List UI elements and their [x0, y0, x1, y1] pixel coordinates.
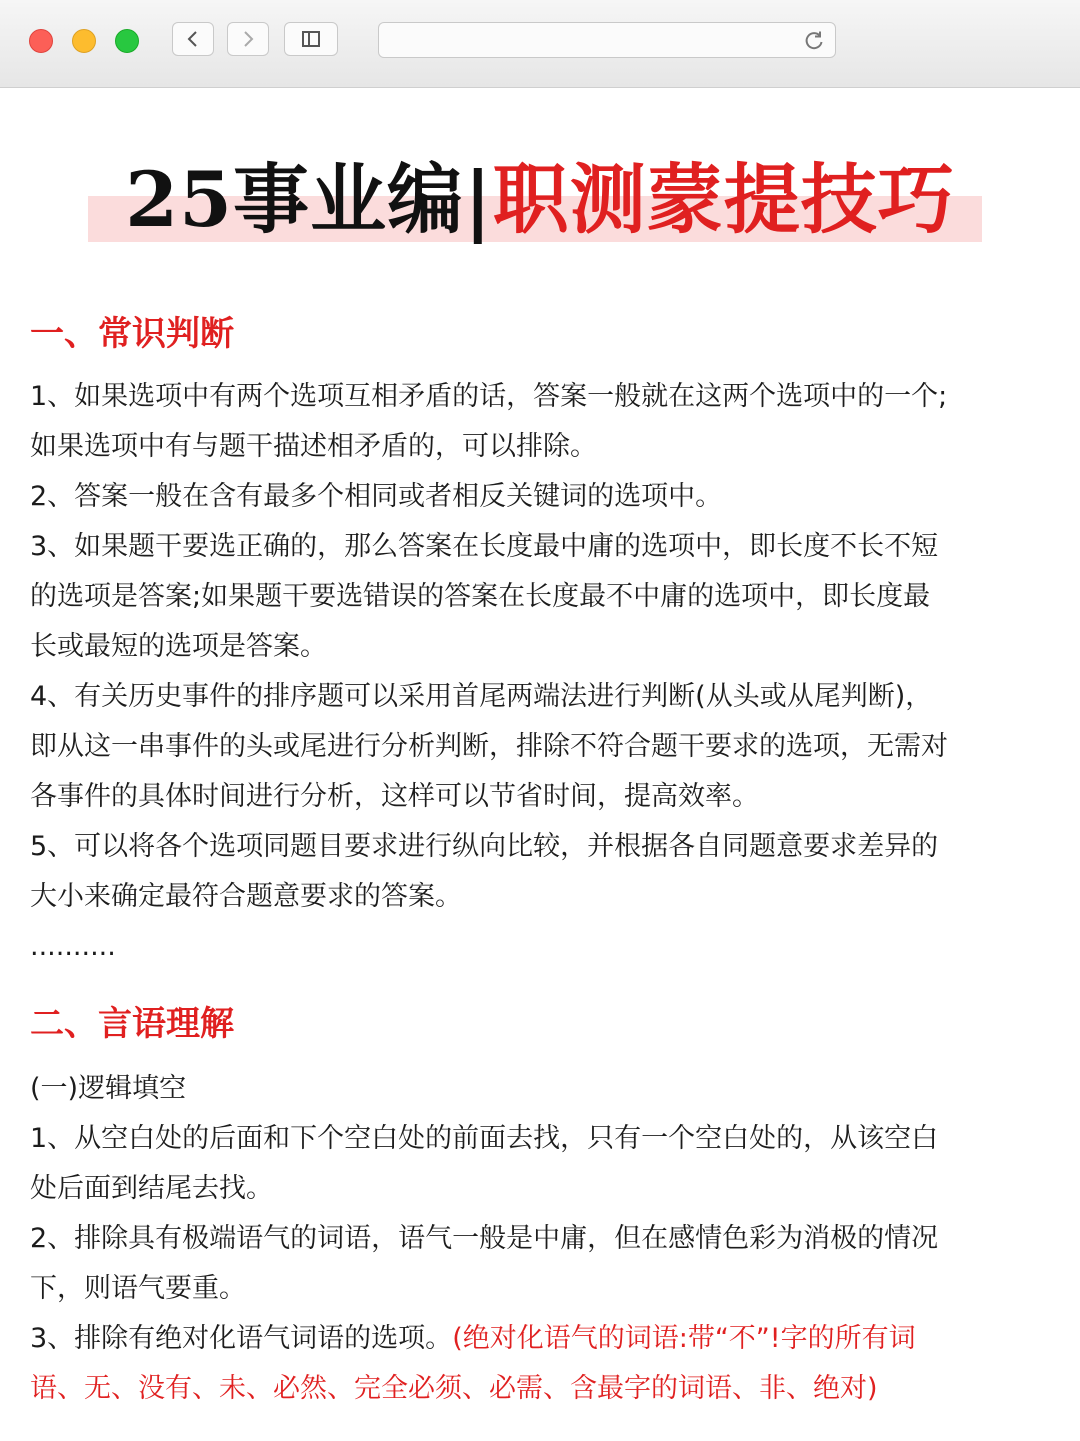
text-line: 即从这一串事件的头或尾进行分析判断，排除不符合题干要求的选项，无需对 [30, 731, 948, 762]
chevron-left-icon [186, 30, 200, 48]
minimize-window-button[interactable] [72, 29, 96, 53]
text-line: 处后面到结尾去找。 [30, 1173, 273, 1204]
sidebar-toggle-button[interactable] [284, 22, 338, 56]
text-line: 2、排除具有极端语气的词语，语气一般是中庸，但在感情色彩为消极的情况 [30, 1223, 939, 1254]
text-segment: 3、排除有绝对化语气词语的选项。 [30, 1323, 453, 1354]
text-line: 下，则语气要重。 [30, 1273, 246, 1304]
page-title-block [0, 150, 1080, 250]
back-button[interactable] [172, 22, 214, 56]
section-heading-verbal: 二、言语理解 [30, 1004, 234, 1044]
title-separator: | [464, 155, 493, 244]
highlighted-text-line: 语、无、没有、未、必然、完全必须、必需、含最字的词语、非、绝对) [30, 1373, 878, 1404]
text-line: 长或最短的选项是答案。 [30, 631, 327, 662]
page-title [0, 150, 1080, 250]
highlighted-text: (绝对化语气的词语:带“不”!字的所有词 [452, 1323, 916, 1354]
text-line: 2、答案一般在含有最多个相同或者相反关键词的选项中。 [30, 481, 723, 512]
sidebar-icon [301, 30, 321, 48]
close-window-button[interactable] [29, 29, 53, 53]
browser-toolbar [0, 0, 1080, 88]
text-line-mixed [30, 1314, 1050, 1364]
section-body-verbal [30, 1064, 1050, 1414]
text-line: 大小来确定最符合题意要求的答案。 [30, 881, 462, 912]
text-line: 4、有关历史事件的排序题可以采用首尾两端法进行判断(从头或从尾判断)， [30, 681, 933, 712]
section-body-common-sense [30, 372, 1050, 972]
text-line: 的选项是答案;如果题干要选错误的答案在长度最不中庸的选项中，即长度最 [30, 581, 931, 612]
chevron-right-icon [241, 30, 255, 48]
text-line: 5、可以将各个选项同题目要求进行纵向比较，并根据各自同题意要求差异的 [30, 831, 939, 862]
title-part-red: 职测蒙提技巧 [492, 155, 955, 244]
maximize-window-button[interactable] [115, 29, 139, 53]
subheading-logic-fill: (一)逻辑填空 [30, 1073, 187, 1104]
text-line: 3、如果题干要选正确的，那么答案在长度最中庸的选项中，即长度不长不短 [30, 531, 939, 562]
text-line: 各事件的具体时间进行分析，这样可以节省时间，提高效率。 [30, 781, 759, 812]
reload-icon[interactable] [803, 30, 825, 52]
text-line: 如果选项中有与题干描述相矛盾的，可以排除。 [30, 431, 597, 462]
ellipsis: .......... [30, 931, 116, 962]
forward-button[interactable] [227, 22, 269, 56]
text-line: 1、从空白处的后面和下个空白处的前面去找，只有一个空白处的，从该空白 [30, 1123, 939, 1154]
address-bar[interactable] [378, 22, 836, 58]
section-heading-common-sense: 一、常识判断 [30, 314, 234, 354]
text-line: 1、如果选项中有两个选项互相矛盾的话，答案一般就在这两个选项中的一个; [30, 381, 948, 412]
title-part-black: 25事业编 [125, 155, 465, 244]
